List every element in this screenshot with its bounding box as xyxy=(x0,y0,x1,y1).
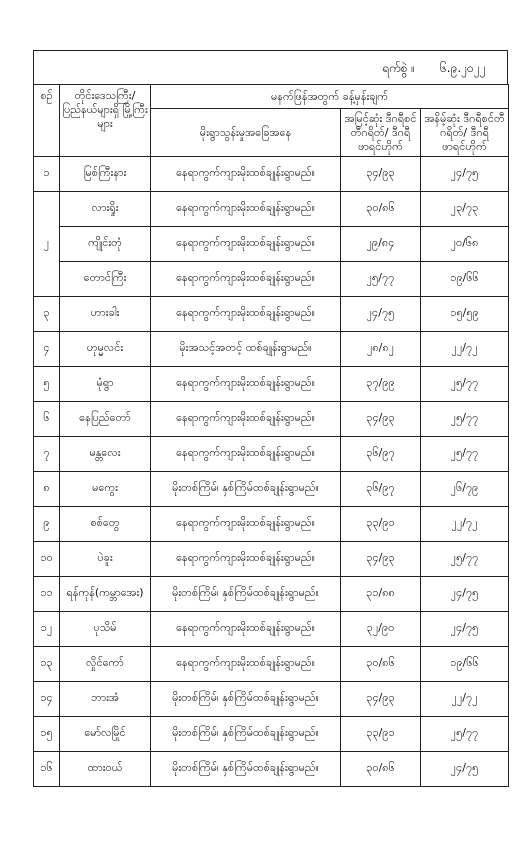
city-cell: ပုသိမ် xyxy=(60,612,151,647)
max-temp-cell: ၂၈/၈၂ xyxy=(341,332,421,367)
condition-cell: မိုးအသင့်အတင့် ထစ်ချုန်းရွာမည်။ xyxy=(151,332,341,367)
min-temp-cell: ၂၂/၇၂ xyxy=(421,682,509,717)
serial-cell: ၈ xyxy=(34,472,60,507)
condition-cell: နေရာကွက်ကျားမိုးထစ်ချုန်းရွာမည်။ xyxy=(151,157,341,192)
max-temp-cell: ၃၀/၈၆ xyxy=(341,752,421,787)
min-temp-cell: ၂၅/၇၇ xyxy=(421,437,509,472)
city-cell: ဟားခါး xyxy=(60,297,151,332)
max-temp-cell: ၂၅/၇၇ xyxy=(341,262,421,297)
date-label: ရက်စွဲ ။ xyxy=(382,61,415,75)
city-cell: ကျိုင်းတုံ xyxy=(60,227,151,262)
min-temp-cell: ၂၂/၇၂ xyxy=(421,332,509,367)
city-cell: လှိုင်ကော် xyxy=(60,647,151,682)
condition-header: မိုးရွာသွန်းမှုအခြေအနေ xyxy=(151,109,341,157)
condition-cell: နေရာကွက်ကျားမိုးထစ်ချုန်းရွာမည်။ xyxy=(151,192,341,227)
condition-cell: နေရာကွက်ကျားမိုးထစ်ချုန်းရွာမည်။ xyxy=(151,227,341,262)
table-row xyxy=(34,402,509,437)
serial-cell: ၁၆ xyxy=(34,752,60,787)
serial-cell: ၁၁ xyxy=(34,577,60,612)
condition-cell: နေရာကွက်ကျားမိုးထစ်ချုန်းရွာမည်။ xyxy=(151,297,341,332)
serial-cell: ၅ xyxy=(34,367,60,402)
min-temp-cell: ၂၅/၇၇ xyxy=(421,717,509,752)
min-temp-cell: ၁၉/၆၆ xyxy=(421,647,509,682)
condition-cell: နေရာကွက်ကျားမိုးထစ်ချုန်းရွာမည်။ xyxy=(151,262,341,297)
table-row xyxy=(34,472,509,507)
serial-cell: ၉ xyxy=(34,507,60,542)
serial-cell: ၁၅ xyxy=(34,717,60,752)
max-temp-cell: ၃၄/၉၃ xyxy=(341,542,421,577)
max-temp-cell: ၃၄/၉၃ xyxy=(341,402,421,437)
date-value: ၆.၉.၂၀၂၂ xyxy=(440,61,486,75)
condition-cell: နေရာကွက်ကျားမိုးထစ်ချုန်းရွာမည်။ xyxy=(151,612,341,647)
region-header: တိုင်းဒေသကြီး/ ပြည်နယ်များရှိ မြို့ကြီးများ xyxy=(60,85,151,157)
min-temp-cell: ၂၆/၇၉ xyxy=(421,472,509,507)
serial-header: စဉ် xyxy=(34,85,60,157)
table-row xyxy=(34,192,509,227)
table-row xyxy=(34,507,509,542)
forecast-header: မနက်ဖြန်အတွက် ခန့်မှန်းချက် xyxy=(151,85,509,109)
city-cell: မန္တလေး xyxy=(60,437,151,472)
max-temp-cell: ၃၃/၉၁ xyxy=(341,507,421,542)
min-temp-cell: ၂၅/၇၇ xyxy=(421,367,509,402)
max-temp-cell: ၂၄/၇၅ xyxy=(341,297,421,332)
city-cell: ထားဝယ် xyxy=(60,752,151,787)
condition-cell: မိုးတစ်ကြိမ်၊ နှစ်ကြိမ်ထစ်ချုန်းရွာမည်။ xyxy=(151,472,341,507)
serial-cell: ၁၃ xyxy=(34,647,60,682)
max-temp-cell: ၃၃/၉၁ xyxy=(341,717,421,752)
max-temp-cell: ၂၉/၈၄ xyxy=(341,227,421,262)
forecast-document xyxy=(33,50,508,846)
table-row xyxy=(34,647,509,682)
serial-cell: ၁၄ xyxy=(34,682,60,717)
max-temp-cell: ၃၆/၉၇ xyxy=(341,437,421,472)
serial-cell: ၃ xyxy=(34,297,60,332)
table-row xyxy=(34,332,509,367)
table-row xyxy=(34,367,509,402)
min-temp-cell: ၂၄/၇၅ xyxy=(421,577,509,612)
serial-cell: ၂ xyxy=(34,192,60,297)
condition-cell: နေရာကွက်ကျားမိုးထစ်ချုန်းရွာမည်။ xyxy=(151,367,341,402)
min-temp-cell: ၂၃/၇၃ xyxy=(421,192,509,227)
min-temp-cell: ၂၅/၇၇ xyxy=(421,542,509,577)
city-cell: မုံရွာ xyxy=(60,367,151,402)
city-cell: ပဲခူး xyxy=(60,542,151,577)
max-temp-header: အမြင့်ဆုံး ဒီဂရီစင်တီဂရိတ်/ ဒီဂရီဖာရင်ဟိုက် xyxy=(341,109,421,157)
city-cell: စစ်တွေ xyxy=(60,507,151,542)
table-row xyxy=(34,577,509,612)
max-temp-cell: ၃၂/၉၀ xyxy=(341,612,421,647)
min-temp-cell: ၁၅/၅၉ xyxy=(421,297,509,332)
min-temp-cell: ၁၉/၆၆ xyxy=(421,262,509,297)
serial-cell: ၁ xyxy=(34,157,60,192)
table-row xyxy=(34,262,509,297)
condition-cell: မိုးတစ်ကြိမ်၊ နှစ်ကြိမ်ထစ်ချုန်းရွာမည်။ xyxy=(151,682,341,717)
condition-cell: မိုးတစ်ကြိမ်၊ နှစ်ကြိမ်ထစ်ချုန်းရွာမည်။ xyxy=(151,577,341,612)
city-cell: လားရှိုး xyxy=(60,192,151,227)
max-temp-cell: ၃၄/၉၃ xyxy=(341,682,421,717)
table-row xyxy=(34,612,509,647)
city-cell: ရန်ကုန်(ကမ္ဘာအေး) xyxy=(60,577,151,612)
forecast-table xyxy=(33,84,509,787)
max-temp-cell: ၃၇/၉၉ xyxy=(341,367,421,402)
condition-cell: နေရာကွက်ကျားမိုးထစ်ချုန်းရွာမည်။ xyxy=(151,647,341,682)
min-temp-cell: ၂၄/၇၅ xyxy=(421,157,509,192)
serial-cell: ၇ xyxy=(34,437,60,472)
table-row xyxy=(34,297,509,332)
condition-cell: နေရာကွက်ကျားမိုးထစ်ချုန်းရွာမည်။ xyxy=(151,437,341,472)
condition-cell: မိုးတစ်ကြိမ်၊ နှစ်ကြိမ်ထစ်ချုန်းရွာမည်။ xyxy=(151,752,341,787)
min-temp-cell: ၂၂/၇၂ xyxy=(421,507,509,542)
min-temp-cell: ၂၄/၇၅ xyxy=(421,612,509,647)
table-row xyxy=(34,717,509,752)
serial-cell: ၆ xyxy=(34,402,60,437)
city-cell: နေပြည်တော် xyxy=(60,402,151,437)
min-temp-cell: ၂၅/၇၇ xyxy=(421,402,509,437)
serial-cell: ၄ xyxy=(34,332,60,367)
max-temp-cell: ၃၄/၉၃ xyxy=(341,157,421,192)
max-temp-cell: ၃၀/၈၆ xyxy=(341,192,421,227)
city-cell: ဘားအံ xyxy=(60,682,151,717)
condition-cell: နေရာကွက်ကျားမိုးထစ်ချုန်းရွာမည်။ xyxy=(151,542,341,577)
serial-cell: ၁၂ xyxy=(34,612,60,647)
min-temp-header: အနိမ့်ဆုံး ဒီဂရီစင်တီဂရိတ်/ ဒီဂရီဖာရင်ဟိုက် xyxy=(421,109,509,157)
table-row xyxy=(34,157,509,192)
city-cell: မော်လမြိုင် xyxy=(60,717,151,752)
min-temp-cell: ၂၄/၇၅ xyxy=(421,752,509,787)
table-row xyxy=(34,752,509,787)
max-temp-cell: ၃၀/၈၆ xyxy=(341,647,421,682)
condition-cell: နေရာကွက်ကျားမိုးထစ်ချုန်းရွာမည်။ xyxy=(151,507,341,542)
max-temp-cell: ၃၁/၈၈ xyxy=(341,577,421,612)
serial-cell: ၁၀ xyxy=(34,542,60,577)
max-temp-cell: ၃၆/၉၇ xyxy=(341,472,421,507)
condition-cell: မိုးတစ်ကြိမ်၊ နှစ်ကြိမ်ထစ်ချုန်းရွာမည်။ xyxy=(151,717,341,752)
city-cell: တောင်ကြီး xyxy=(60,262,151,297)
table-row xyxy=(34,542,509,577)
city-cell: ဟုမ္မလင်း xyxy=(60,332,151,367)
table-row xyxy=(34,227,509,262)
date-line xyxy=(33,50,508,84)
table-row xyxy=(34,437,509,472)
city-cell: မကွေး xyxy=(60,472,151,507)
min-temp-cell: ၂၀/၆၈ xyxy=(421,227,509,262)
condition-cell: နေရာကွက်ကျားမိုးထစ်ချုန်းရွာမည်။ xyxy=(151,402,341,437)
city-cell: မြစ်ကြီးနား xyxy=(60,157,151,192)
table-row xyxy=(34,682,509,717)
